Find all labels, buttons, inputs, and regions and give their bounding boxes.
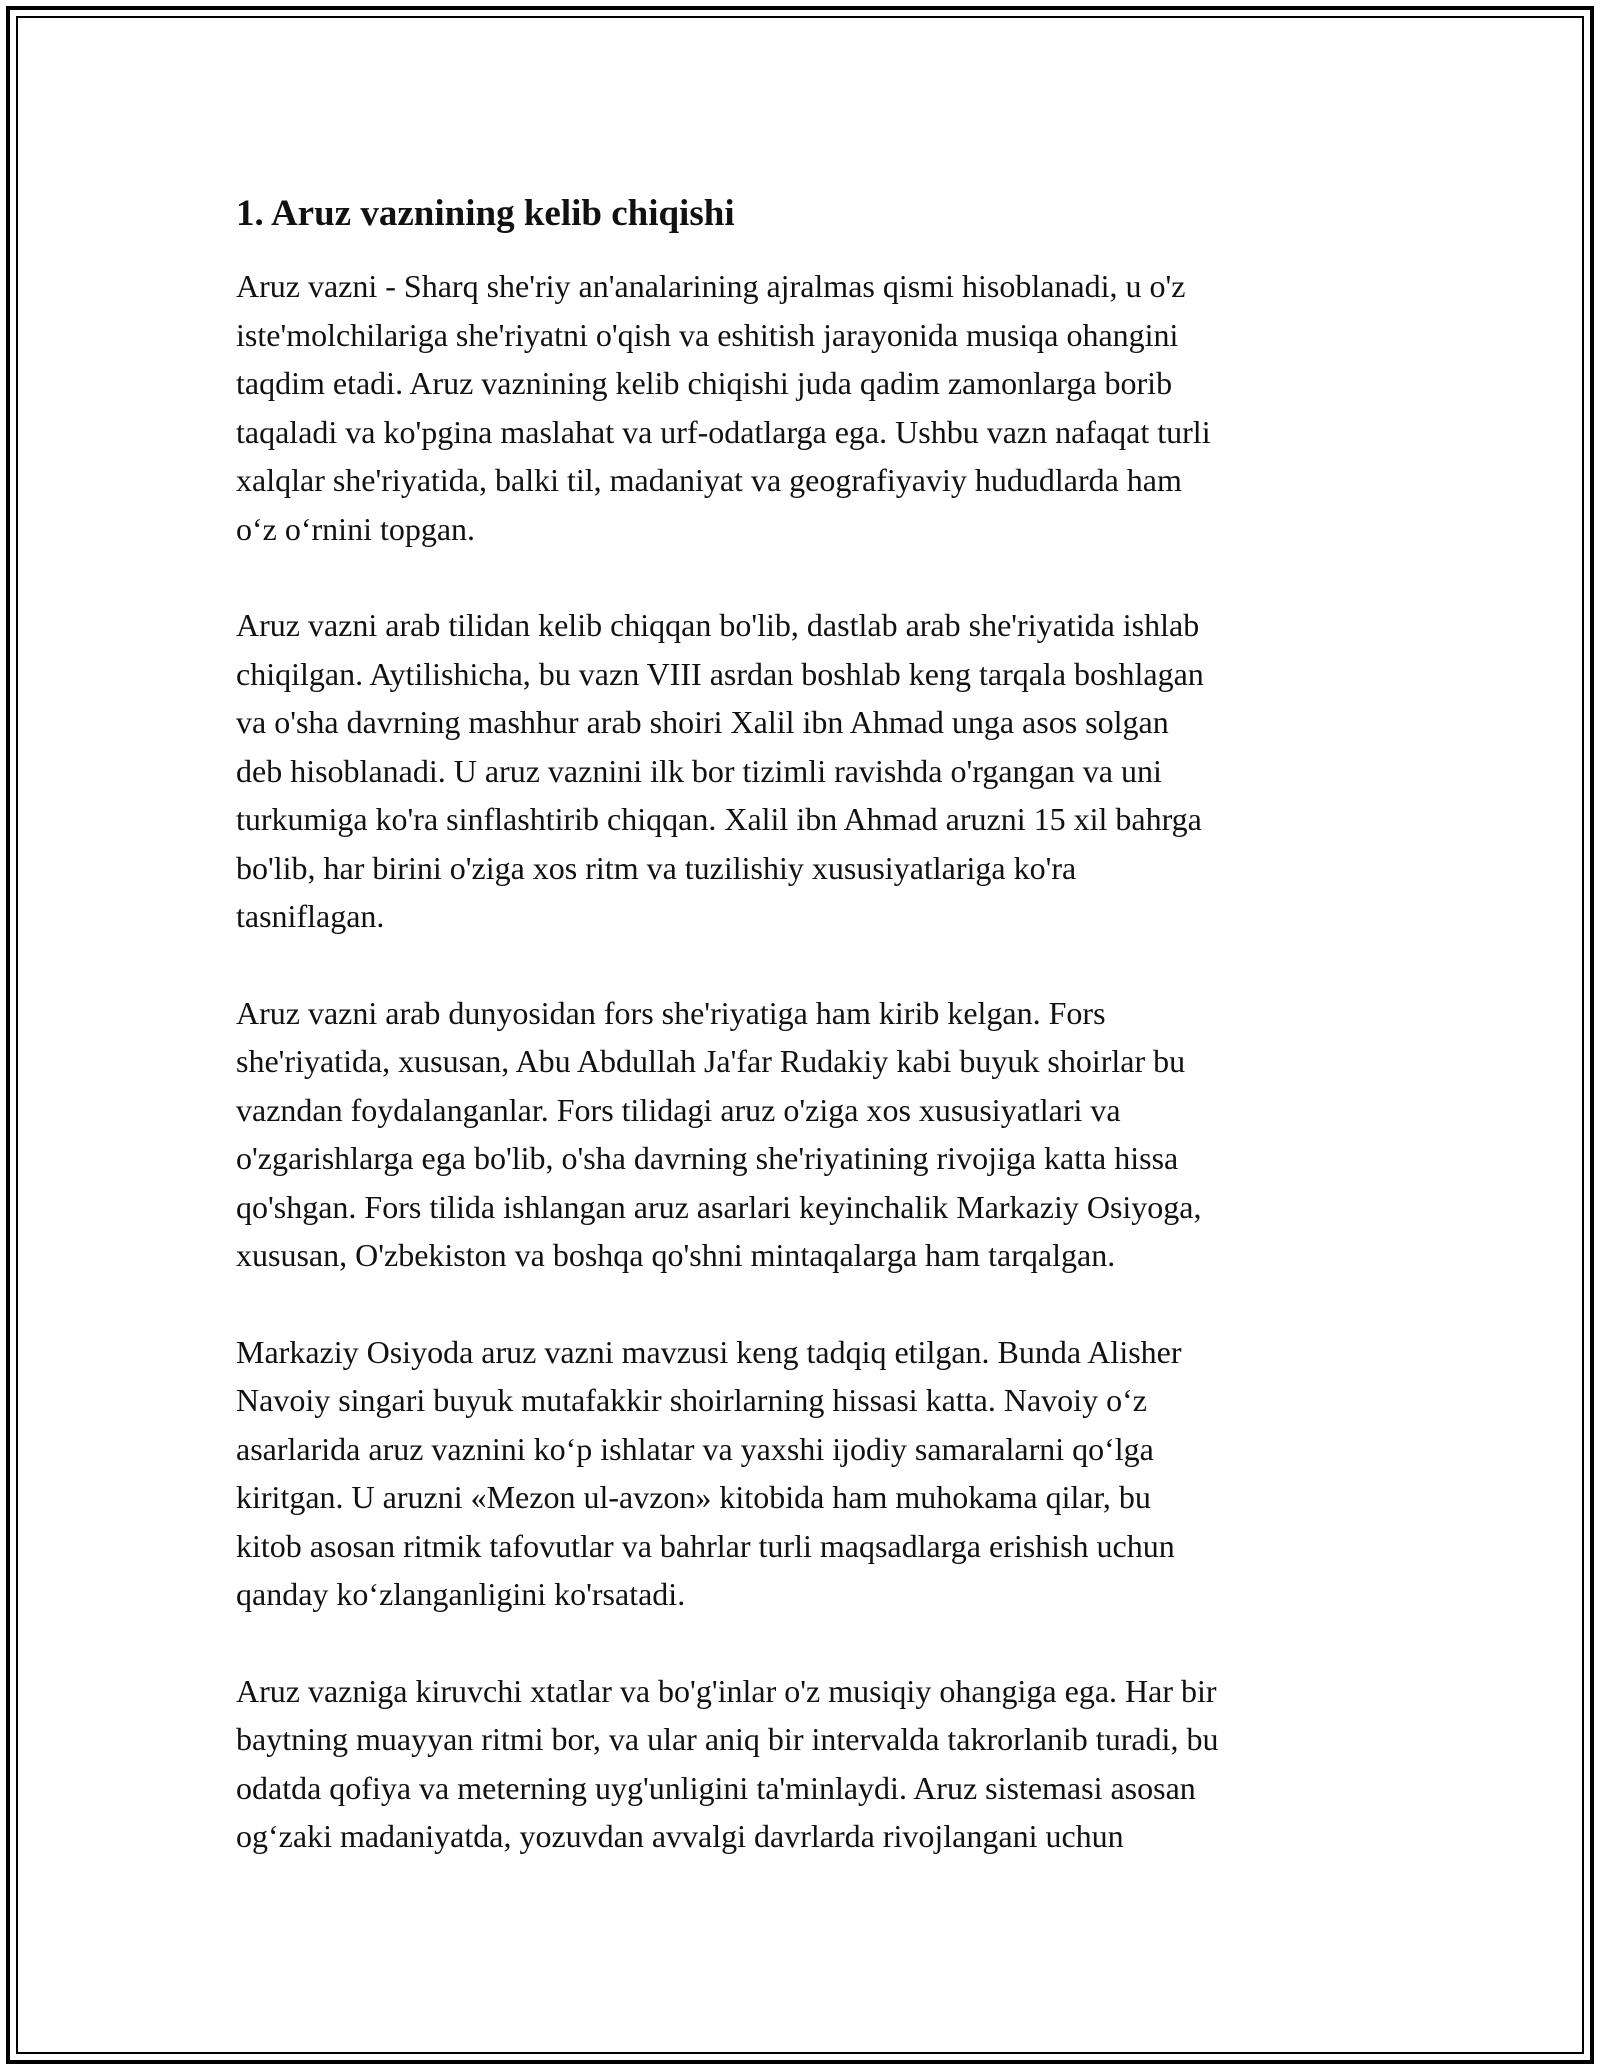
section-heading: 1. Aruz vaznining kelib chiqishi [236,193,735,234]
paragraph-3: Aruz vazni arab dunyosidan fors she'riyatiga ham kirib kelgan. Fors she'riyatida, xususan, Abu Abdullah Ja'far Rudakiy kabi buyuk shoirlar bu vazndan foydalanganlar. Fors tilidagi aruz o'ziga xos xususiyatlari va o'zgarishlarga ega bo'lib, o'sha davrning she'riyatining rivojiga katta hissa qo'shgan. Fors tilida ishlangan aruz asarlari keyinchalik Markaziy Osiyoga, xususan, O'zbekiston va boshqa qo'shni mintaqalarga ham tarqalgan. [236,994,1202,1273]
paragraph-1: Aruz vazni - Sharq she'riy an'analarining ajralmas qismi hisoblanadi, u o'z iste'molchilariga she'riyatni o'qish va eshitish jarayonida musiqa ohangini taqdim etadi. Aruz vaznining kelib chiqishi juda qadim zamonlarga borib taqaladi va ko'pgina maslahat va urf-odatlarga ega. Ushbu vazn nafaqat turli xalqlar she'riyatida, balki til, madaniyat va geografiyaviy hududlarda ham o‘z o‘rnini topgan. [236,268,1211,547]
document-body [236,184,1366,1909]
paragraph-4: Markaziy Osiyoda aruz vazni mavzusi keng tadqiq etilgan. Bunda Alisher Navoiy singari buyuk mutafakkir shoirlarning hissasi katta. Navoiy o‘z asarlarida aruz vaznini ko‘p ishlatar va yaxshi ijodiy samaralarni qo‘lga kiritgan. U aruzni «Mezon ul-avzon» kitobida ham muhokama qilar, bu kitob asosan ritmik tafovutlar va bahrlar turli maqsadlarga erishish uchun qanday ko‘zlanganligini ko'rsatadi. [236,1333,1182,1612]
paragraph-5: Aruz vazniga kiruvchi xtatlar va bo'g'inlar o'z musiqiy ohangiga ega. Har bir baytning muayyan ritmi bor, va ular aniq bir intervalda takrorlanib turadi, bu odatda qofiya va meterning uyg'unligini ta'minlaydi. Aruz sistemasi asosan og‘zaki madaniyatda, yozuvdan avvalgi davrlarda rivojlangani uchun [236,1672,1219,1854]
paragraph-2: Aruz vazni arab tilidan kelib chiqqan bo'lib, dastlab arab she'riyatida ishlab chiqilgan. Aytilishicha, bu vazn VIII asrdan boshlab keng tarqala boshlagan va o'sha davrning mashhur arab shoiri Xalil ibn Ahmad unga asos solgan deb hisoblanadi. U aruz vaznini ilk bor tizimli ravishda o'rgangan va uni turkumiga ko'ra sinflashtirib chiqqan. Xalil ibn Ahmad aruzni 15 xil bahrga bo'lib, har birini o'ziga xos ritm va tuzilishiy xususiyatlariga ko'ra tasniflagan. [236,607,1204,934]
